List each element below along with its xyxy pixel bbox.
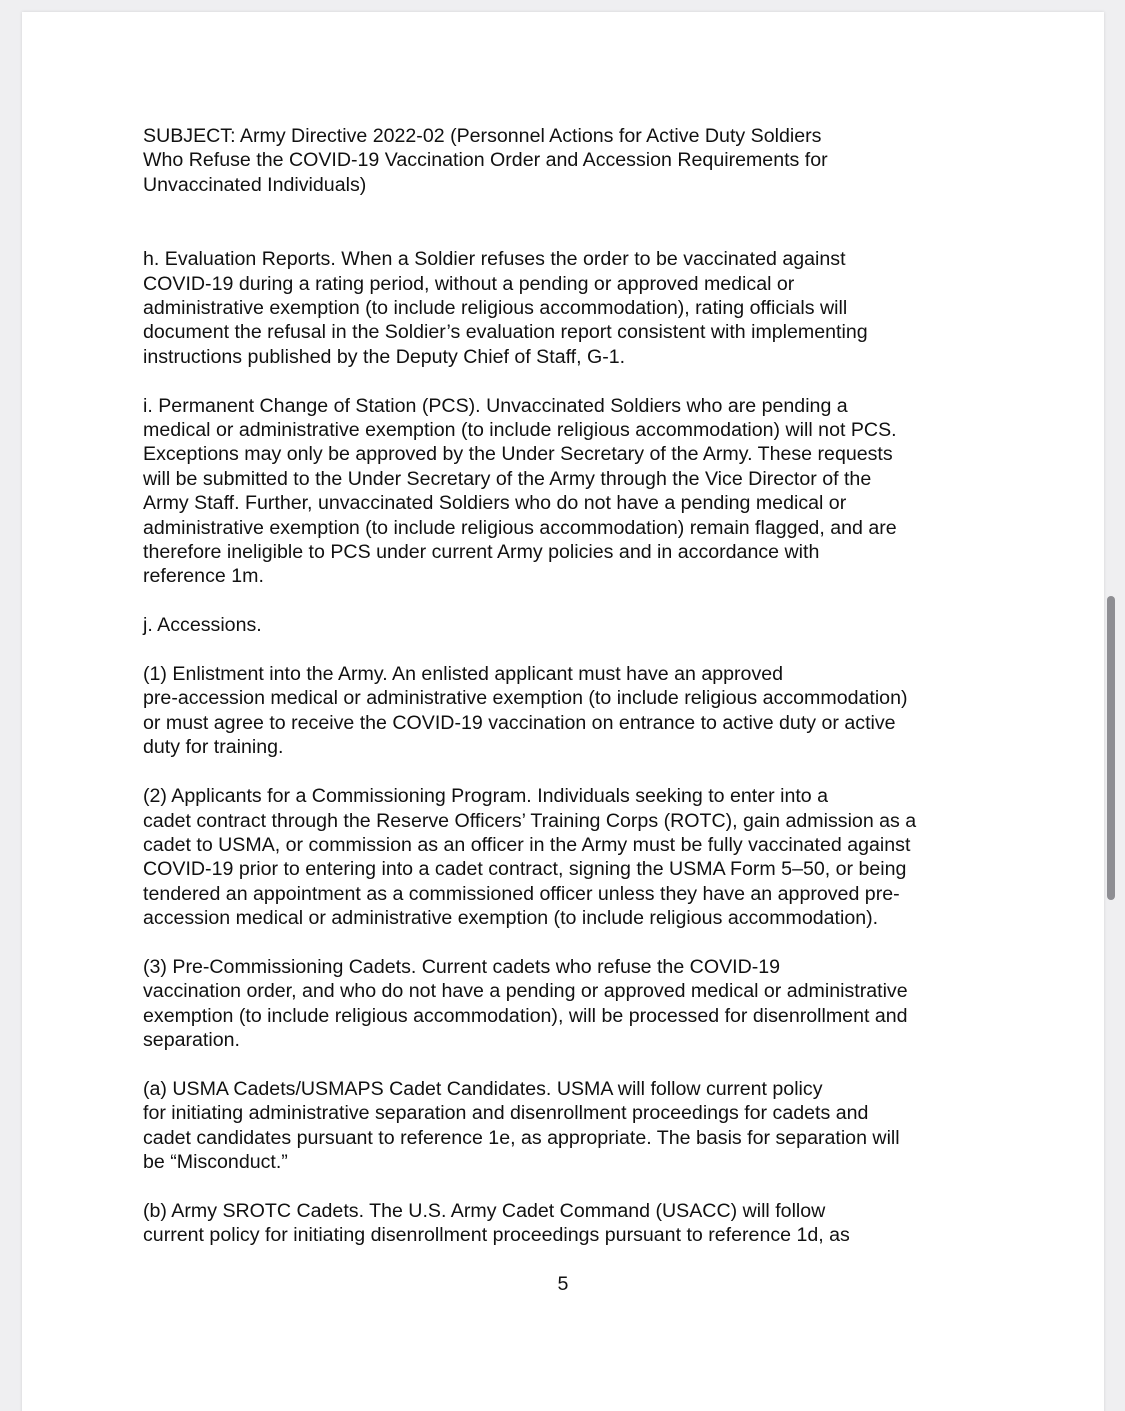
scrollbar-thumb[interactable] (1107, 596, 1115, 900)
paragraph-j3-cadets: (3) Pre-Commissioning Cadets. Current cadets who refuse the COVID-19 vaccination order, and who do not have a pending or approved medical or administrative exemption (to include religious accommodation), will be processed for disenrollment and separation. (143, 955, 908, 1052)
document-page (22, 12, 1104, 1411)
paragraph-j3a-usma: (a) USMA Cadets/USMAPS Cadet Candidates. USMA will follow current policy for initiating administrative separation and disenrollment proceedings for cadets and cadet candidates pursuant to reference 1e, as appropriate. The basis for separation will be “Misconduct.” (143, 1077, 900, 1174)
paragraph-i-pcs: i. Permanent Change of Station (PCS). Unvaccinated Soldiers who are pending a medical or administrative exemption (to include religious accommodation) will not PCS. Exceptions may only be approved by the Under Secretary of the Army. These requests will be submitted to the Under Secretary of the Army through the Vice Director of the Army Staff. Further, unvaccinated Soldiers who do not have a pending medical or administrative exemption (to include religious accommodation) remain flagged, and are therefore ineligible to PCS under current Army policies and in accordance with reference 1m. (143, 394, 897, 588)
paragraph-j1-enlistment: (1) Enlistment into the Army. An enlisted applicant must have an approved pre-accession medical or administrative exemption (to include religious accommodation) or must agree to receive the COVID-19 vaccination on entrance to active duty or active duty for training. (143, 663, 908, 759)
page-content (143, 124, 993, 1272)
paragraph-j3b-srotc: (b) Army SROTC Cadets. The U.S. Army Cadet Command (USACC) will follow current policy for initiating disenrollment proceedings pursuant to reference 1d, as (143, 1199, 850, 1247)
subject-line: SUBJECT: Army Directive 2022-02 (Personnel Actions for Active Duty Soldiers Who Refuse the COVID-19 Vaccination Order and Accession Requirements for Unvaccinated Individuals) (143, 125, 828, 196)
page-number: 5 (557, 1273, 569, 1295)
paragraph-j2-commissioning: (2) Applicants for a Commissioning Program. Individuals seeking to enter into a cadet contract through the Reserve Officers’ Training Corps (ROTC), gain admission as a cadet to USMA, or commission as an officer in the Army must be fully vaccinated against COVID-19 prior to entering into a cadet contract, signing the USMA Form 5–50, or being tendered an appointment as a commissioned officer unless they have an approved pre- accession medical or administrative exemption (to include religious accommodation). (143, 785, 917, 930)
paragraph-h-evaluation-reports: h. Evaluation Reports. When a Soldier refuses the order to be vaccinated against COVID-19 during a rating period, without a pending or approved medical or administrative exemption (to include religious accommodation), rating officials will document the refusal in the Soldier’s evaluation report consistent with implementing instructions published by the Deputy Chief of Staff, G-1. (143, 248, 868, 368)
paragraph-j-accessions: j. Accessions. (143, 614, 262, 637)
